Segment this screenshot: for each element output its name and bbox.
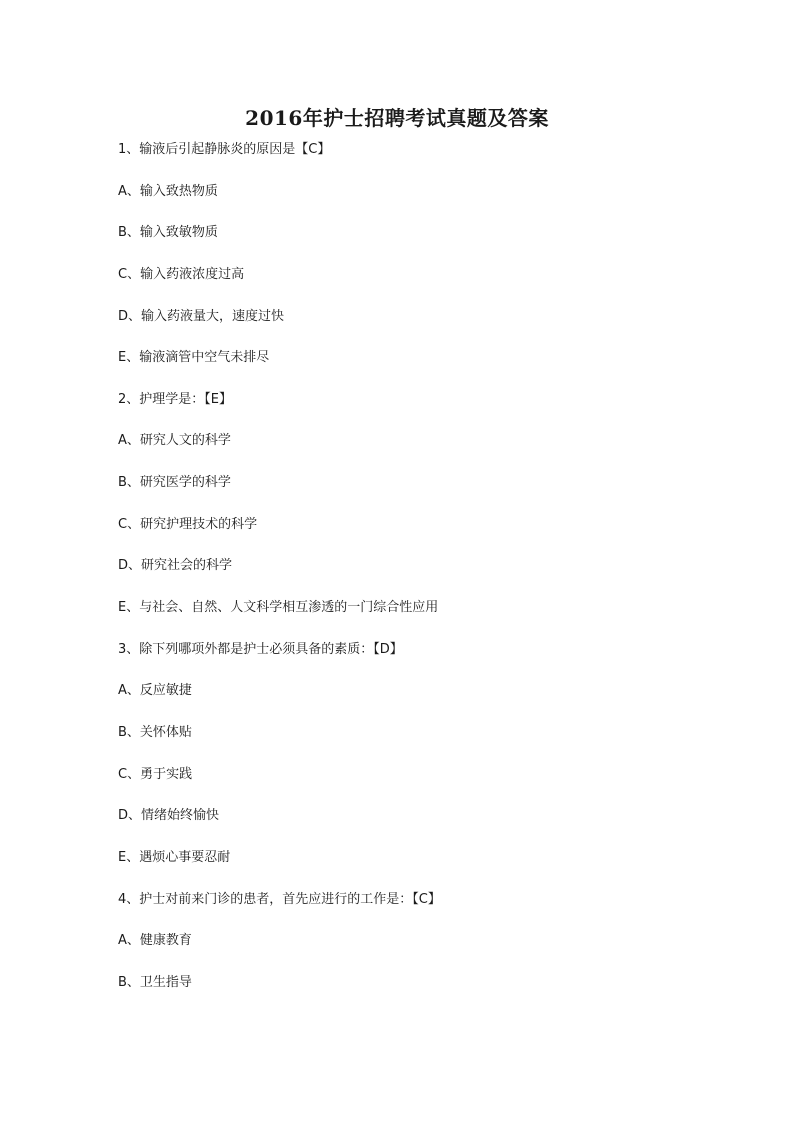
option-a: A、输入致热物质: [118, 183, 218, 199]
question-2: 2、护理学是：【E】: [118, 391, 232, 407]
option-b: B、卫生指导: [118, 974, 192, 990]
option-c: C、研究护理技术的科学: [118, 516, 258, 532]
option-a: A、反应敏捷: [118, 683, 192, 699]
question-4: 4、护士对前来门诊的患者，首先应进行的工作是：【C】: [118, 891, 441, 907]
question-1: 1、输液后引起静脉炎的原因是【C】: [118, 142, 331, 157]
option-e: E、遇烦心事要忍耐: [118, 849, 231, 865]
option-a: A、研究人文的科学: [118, 433, 231, 449]
question-3: 3、除下列哪项外都是护士必须具备的素质：【D】: [118, 641, 403, 657]
option-a: A、健康教育: [118, 933, 192, 949]
option-b: B、研究医学的科学: [118, 475, 231, 491]
option-b: B、关怀体贴: [118, 724, 192, 740]
option-e: E、与社会、自然、人文科学相互渗透的一门综合性应用: [118, 600, 439, 616]
option-c: C、勇于实践: [118, 766, 193, 782]
question-list: [118, 138, 718, 1012]
document-title: 2016年护士招聘考试真题及答案: [245, 106, 549, 130]
option-c: C、输入药液浓度过高: [118, 266, 245, 282]
option-d: D、输入药液量大，速度过快: [118, 308, 285, 324]
option-b: B、输入致敏物质: [118, 225, 218, 241]
option-d: D、情绪始终愉快: [118, 808, 220, 824]
option-d: D、研究社会的科学: [118, 558, 233, 574]
option-e: E、输液滴管中空气未排尽: [118, 350, 270, 366]
